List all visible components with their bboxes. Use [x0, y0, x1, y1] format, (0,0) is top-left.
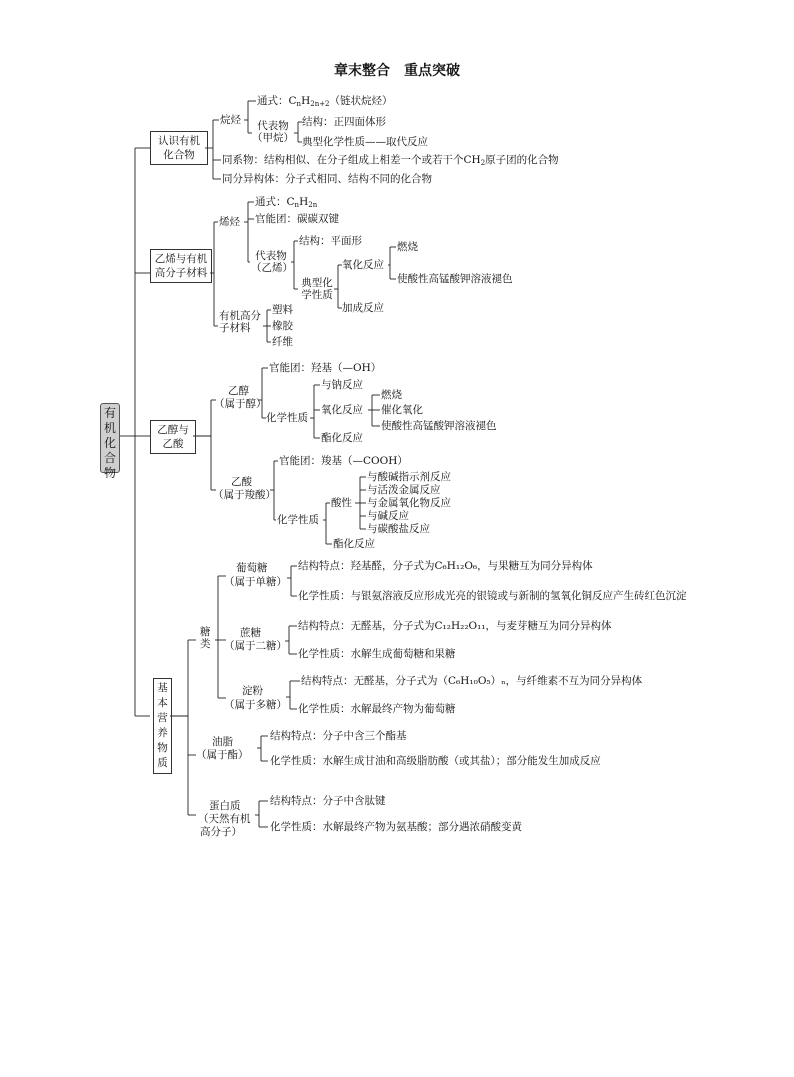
methane-property: 典型化学性质——取代反应 — [302, 136, 428, 148]
burn-node: 燃烧 — [397, 241, 418, 253]
starch-chemistry: 化学性质：水解最终产物为葡萄糖 — [298, 703, 456, 715]
ethylene-structure: 结构：平面形 — [299, 235, 362, 247]
homolog-suffix: 原子团的化合物 — [485, 154, 559, 166]
isomer-definition: 同分异构体：分子式相同、结构不同的化合物 — [222, 173, 432, 185]
methane-rep: 代表物（甲烷） — [252, 120, 294, 144]
oil-node: 油脂 — [212, 736, 233, 748]
sodium-reaction: 与钠反应 — [321, 379, 363, 391]
acid-functional-group: 官能团：羧基（—COOH） — [279, 455, 408, 467]
ethylene-typical-properties: 典型化学性质 — [301, 277, 333, 301]
alkene-formula — [255, 196, 317, 209]
plastic-node: 塑料 — [272, 304, 293, 316]
ethanol-kmno4: 使酸性高锰酸钾溶液褪色 — [381, 420, 497, 432]
formula-h: H — [299, 196, 309, 208]
glucose-class: （属于单糖） — [224, 576, 287, 588]
alkane-formula — [257, 95, 393, 108]
page-title: 章末整合 重点突破 — [334, 63, 460, 79]
acidity-node: 酸性 — [331, 497, 352, 509]
starch-structure: 结构特点：无醛基，分子式为（C₆H₁₀O₅）ₙ，与纤维素不互为同分异构体 — [301, 675, 643, 687]
acetic-acid-node: 乙酸 — [231, 476, 252, 488]
formula-sub: 2n — [308, 201, 318, 209]
acid-esterification: 酯化反应 — [333, 538, 375, 550]
formula-sub: 2n+2 — [310, 100, 330, 108]
formula-n: n — [294, 201, 300, 209]
ethylene-rep: 代表物（乙烯） — [251, 250, 293, 274]
homolog-sub: 2 — [480, 159, 486, 167]
protein-chemistry: 化学性质：水解最终产物为氨基酸；部分遇浓硝酸变黄 — [270, 821, 522, 833]
glucose-structure: 结构特点：羟基醛，分子式为C₆H₁₂O₆，与果糖互为同分异构体 — [298, 560, 593, 572]
protein-class-1: （天然有机 — [198, 813, 251, 825]
sucrose-chemistry: 化学性质：水解生成葡萄糖和果糖 — [298, 648, 456, 660]
ethanol-functional-group: 官能团：羟基（—OH） — [269, 362, 382, 374]
section-label: 基本营养物质 — [157, 682, 168, 769]
glucose-chemistry: 化学性质：与银氨溶液反应形成光亮的银镜或与新制的氢氧化铜反应产生砖红色沉淀 — [298, 590, 687, 602]
kmno4-node: 使酸性高锰酸钾溶液褪色 — [397, 273, 513, 285]
root-node: 有机化合物 — [100, 403, 120, 473]
polymer-node: 有机高分子材料 — [219, 310, 261, 334]
acidity-item-2: 与活泼金属反应 — [367, 484, 441, 496]
section-ethylene-polymers — [150, 249, 212, 283]
formula-n: n — [296, 100, 302, 108]
formula-prefix: 通式：C — [255, 196, 295, 208]
sucrose-node: 蔗糖 — [240, 627, 261, 639]
alkene-node: 烯烃 — [219, 216, 240, 228]
ethanol-burn: 燃烧 — [381, 389, 402, 401]
formula-h: H — [301, 95, 311, 107]
ethanol-oxidation: 氧化反应 — [321, 404, 363, 416]
acetic-acid-class: （属于羧酸） — [213, 489, 276, 501]
ethanol-class: （属于醇） — [214, 398, 267, 410]
oil-class: （属于酯） — [196, 749, 249, 761]
acidity-item-4: 与碱反应 — [367, 510, 409, 522]
homolog-definition — [222, 154, 559, 167]
section-label: 乙醇与乙酸 — [157, 424, 189, 450]
protein-node: 蛋白质 — [209, 800, 241, 812]
alkane-node: 烷烃 — [220, 114, 241, 126]
ethanol-chemical-properties: 化学性质 — [266, 412, 308, 424]
homolog-prefix: 同系物：结构相似、在分子组成上相差一个或若干个CH — [222, 154, 481, 166]
rubber-node: 橡胶 — [272, 320, 293, 332]
sucrose-structure: 结构特点：无醛基，分子式为C₁₂H₂₂O₁₁，与麦芽糖互为同分异构体 — [298, 620, 612, 632]
acid-chemical-properties: 化学性质 — [277, 514, 319, 526]
catalytic-oxidation: 催化氧化 — [381, 404, 423, 416]
oil-chemistry: 化学性质：水解生成甘油和高级脂肪酸（或其盐）；部分能发生加成反应 — [270, 755, 601, 767]
glucose-node: 葡萄糖 — [236, 562, 268, 574]
starch-node: 淀粉 — [242, 685, 263, 697]
section-organic-compounds — [150, 131, 208, 165]
ethanol-node: 乙醇 — [228, 385, 249, 397]
alkene-functional-group: 官能团：碳碳双键 — [255, 213, 339, 225]
oil-structure: 结构特点：分子中含三个酯基 — [270, 730, 407, 742]
acidity-item-3: 与金属氧化物反应 — [367, 497, 451, 509]
methane-structure: 结构：正四面体形 — [302, 116, 386, 128]
sucrose-class: （属于二糖） — [224, 640, 287, 652]
starch-class: （属于多糖） — [224, 699, 287, 711]
section-ethanol-acetic-acid — [150, 420, 196, 454]
protein-structure: 结构特点：分子中含肽键 — [270, 795, 386, 807]
section-label: 乙烯与有机高分子材料 — [154, 253, 208, 279]
protein-class-2: 高分子） — [200, 826, 242, 838]
acidity-item-1: 与酸碱指示剂反应 — [367, 471, 451, 483]
addition-node: 加成反应 — [342, 302, 384, 314]
ethanol-esterification: 酯化反应 — [321, 432, 363, 444]
sugar-node: 糖类 — [200, 626, 211, 650]
section-label: 认识有机化合物 — [158, 135, 200, 161]
formula-prefix: 通式：C — [257, 95, 297, 107]
fiber-node: 纤维 — [272, 336, 293, 348]
oxidation-node: 氧化反应 — [342, 259, 384, 271]
section-basic-nutrients — [153, 678, 172, 774]
acidity-item-5: 与碳酸盐反应 — [367, 523, 430, 535]
formula-suffix: （链状烷烃） — [329, 95, 393, 107]
